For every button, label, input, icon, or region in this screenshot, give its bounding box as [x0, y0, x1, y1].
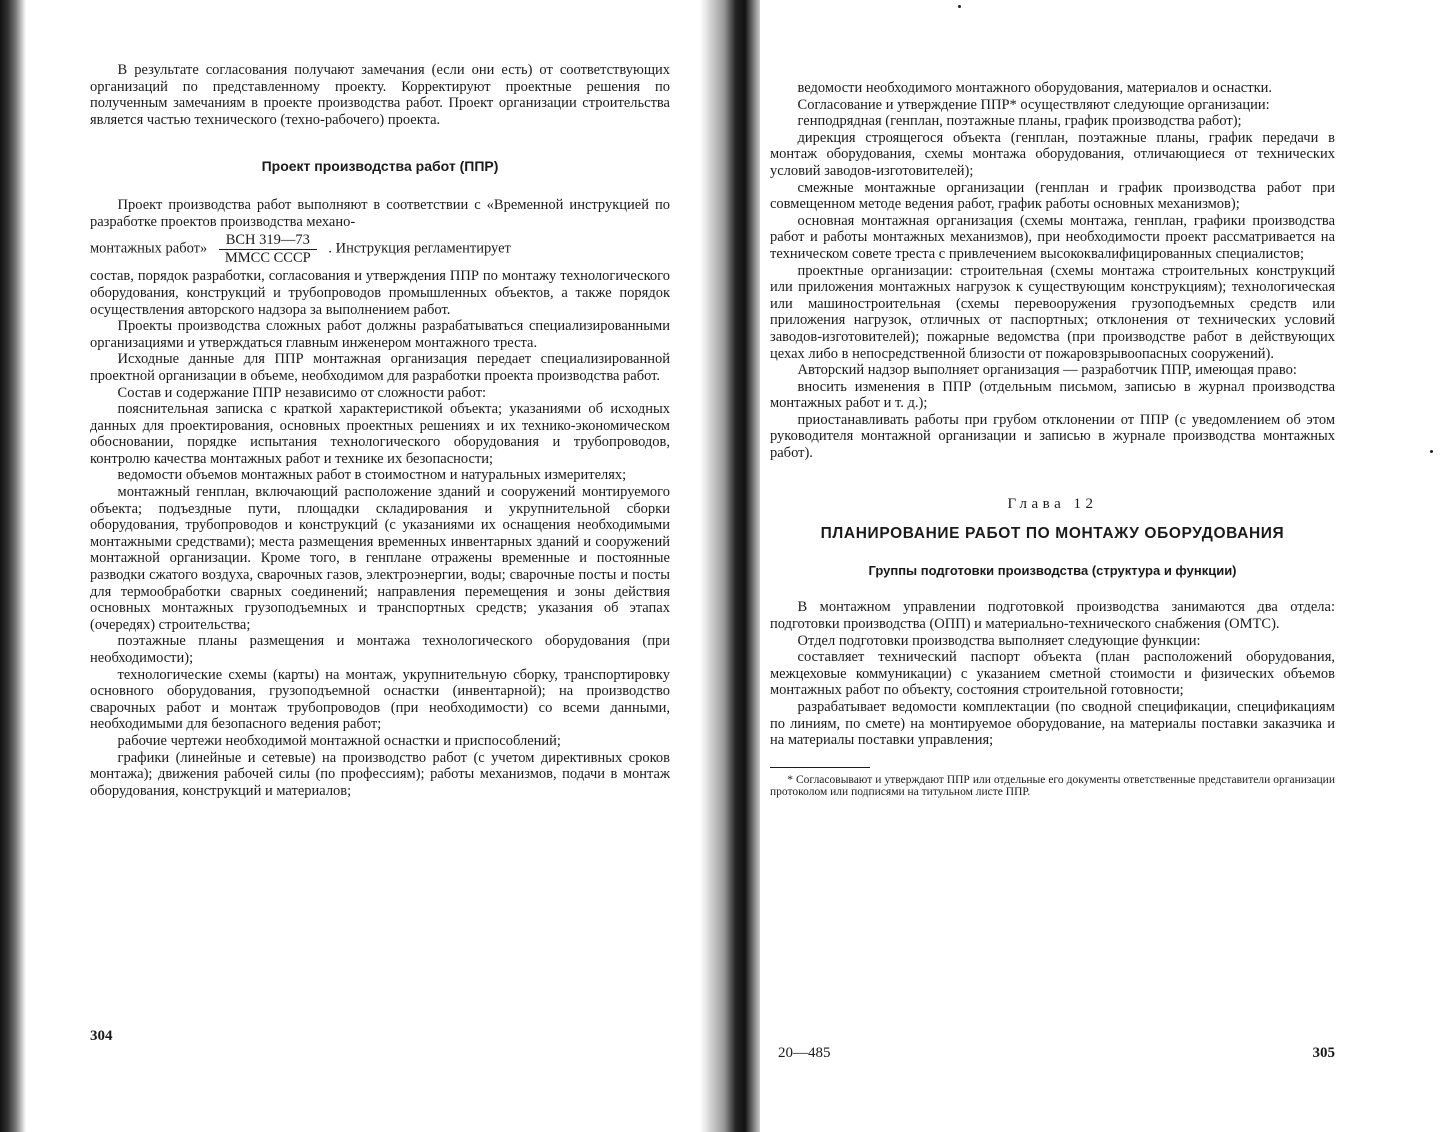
paragraph-departments: В монтажном управлении подготовкой производства занимаются два отдела: подготовки производства (ОПП) и материально-технического снабжения (ОМТС). — [770, 599, 1335, 633]
list-item-design-organizations: проектные организации: строительная (схемы монтажа строительных конструкций или приложения монтажных нагрузок к существующим конструкциям); технологическая или машиностроительная (схемы перевооружения грузоподъемных средств или приложения нагрузок, отличных от паспортных; отклонения от технических условий заводов-изготовителей); пожарные ведомства (при производстве работ в действующих цехах либо в непосредственной близости от пожаровзрывоопасных сооружений). — [770, 262, 1335, 362]
paragraph-functions-intro: Отдел подготовки производства выполняет следующие функции: — [797, 632, 1201, 649]
list-item-technological-schemes: технологические схемы (карты) на монтаж, укрупнительную сборку, транспортировку основного оборудования, грузоподъемной оснастки (инвентарной); на производство сварочных работ и монтаж трубопроводов (при необходимости) со всеми данными, необходимыми для безопасного ведения работ; — [90, 666, 670, 733]
frac-before-text: монтажных работ» — [90, 240, 208, 257]
ppr-paragraph-end: состав, порядок разработки, согласования и утверждения ППР по монтажу технологического оборудования, конструкций и трубопроводов промышленных объектов, а также порядок осуществления авторского надзора за выполнением работ. — [90, 268, 670, 318]
list-item-technical-passport: составляет технический паспорт объекта (план расположений оборудования, межцеховые коммуникации) с указанием сметной стоимости и физических объемов монтажных работ по объекту, состояния строительной готовности; — [770, 649, 1335, 699]
footnote-divider — [770, 767, 870, 768]
section-heading-ppr: Проект производства работ (ППР) — [261, 158, 499, 175]
fraction-denominator: ММСС СССР — [224, 249, 311, 266]
page-number-right: 305 — [1312, 1045, 1335, 1061]
paragraph-complex-works: Проекты производства сложных работ должны разрабатываться специализированными организациями и утверждаться главным инженером монтажного треста. — [90, 318, 670, 351]
list-item-main-organization: основная монтажная организация (схемы монтажа, генплан, графики производства работ и работы монтажных механизмов), при необходимости проект рассматривается на техническом совете треста с привлечением высококвалифицированных специалистов; — [770, 212, 1335, 262]
list-item-floor-plans: поэтажные планы размещения и монтажа технологического оборудования (при необходимости); — [90, 633, 670, 666]
list-item-general-contractor: генподрядная (генплан, поэтажные планы, график производства работ); — [797, 113, 1242, 130]
list-item-completion-statements: разрабатывает ведомости комплектации (по сводной спецификации, спецификациям по линиям, по смете) на монтируемое оборудование, на материалы поставки заказчика и на материалы поставки управления; — [770, 699, 1335, 749]
paragraph-approval-intro: Согласование и утверждение ППР* осуществляют следующие организации: — [797, 96, 1270, 113]
list-item-general-plan: монтажный генплан, включающий расположение зданий и сооружений монтируемого объекта; подъездные пути, площадки складирования и укрупнительной сборки оборудования, трубопроводов и конструкций (с указаниями их оснащения необходимыми монтажными средствами); места размещения временных инвентарных зданий и сооружений монтажной организации. Кроме того, в генплане отражены временные и постоянные разводки сжатого воздуха, сварочных газов, электроэнергии, воды; сварочные посты и посты для термообработки сварных соединений; направления перемещения и зоны действия основных монтажных грузоподъемных и транспортных средств; указания об этапах (очередях) строительства; — [90, 484, 670, 633]
list-item-explanatory-note: пояснительная записка с краткой характеристикой объекта; указаниями об исходных данных для проектирования, основных проектных решениях и их технико-экономическом обосновании, порядке испытания технологического оборудования и трубопроводов, контролю качества монтажных работ и технике их безопасности; — [90, 401, 670, 467]
chapter-title: ПЛАНИРОВАНИЕ РАБОТ ПО МОНТАЖУ ОБОРУДОВАНИЯ — [820, 525, 1285, 543]
chapter-number: Глава 12 — [1007, 495, 1098, 512]
right-page — [770, 0, 1335, 1132]
right-page-text — [770, 80, 1335, 799]
left-page — [90, 0, 670, 1132]
paragraph-source-data: Исходные данные для ППР монтажная организация передает специализированной проектной организации в объеме, необходимом для разработки проекта производства работ. — [90, 351, 670, 384]
intro-paragraph: В результате согласования получают замечания (если они есть) от соответствующих организаций по представленному проекту. Корректируют проектные решения по полученным замечаниям в проекте производства работ. Проект организации строительства является частью технического (техно-рабочего) проекта. — [90, 62, 670, 128]
list-item-suspend-works: приостанавливать работы при грубом отклонении от ППР (с уведомлением об этом руководителя монтажной организации и записью в журнале производства монтажных работ). — [770, 411, 1335, 462]
list-item-adjacent-organizations: смежные монтажные организации (генплан и график производства работ при совмещенном методе ведения работ, график работы основных механизмов); — [770, 179, 1335, 213]
footnote: * Согласовывают и утверждают ППР или отдельные его документы ответственные представители организации протоколом или подписями на титульном листе ППР. — [770, 773, 1335, 799]
instruction-reference-line — [90, 232, 670, 266]
scan-speck — [958, 5, 961, 8]
list-item-make-changes: вносить изменения в ППР (отдельным письмом, записью в журнал производства монтажных работ и т. д.); — [770, 378, 1335, 412]
paragraph-author-supervision: Авторский надзор выполняет организация — разработчик ППР, имеющая право: — [797, 362, 1297, 379]
printing-signature: 20—485 — [778, 1045, 831, 1061]
subsection-heading: Группы подготовки производства (структура и функции) — [868, 562, 1237, 578]
list-item-schedules: графики (линейные и сетевые) на производство работ (с учетом директивных сроков монтажа); движения рабочей силы (по профессиям); работы механизмов, подачи в монтаж оборудования, конструкций и материалов; — [90, 749, 670, 799]
paragraph-equipment-statements: ведомости необходимого монтажного оборудования, материалов и оснастки. — [797, 80, 1272, 96]
left-page-text — [90, 62, 670, 799]
frac-after-text: . Инструкция регламентирует — [328, 240, 511, 257]
list-item-working-drawings: рабочие чертежи необходимой монтажной оснастки и приспособлений; — [117, 732, 561, 749]
fraction-numerator: ВСН 319—73 — [219, 232, 317, 250]
standard-fraction — [219, 232, 317, 266]
page-number-left: 304 — [90, 1028, 113, 1044]
left-binding-shadow — [0, 0, 26, 1132]
list-item-directorate: дирекция строящегося объекта (генплан, поэтажные планы, график передачи в монтаж оборудования, схемы монтажа оборудования, отличающиеся от технических условий заводов-изготовителей); — [770, 129, 1335, 179]
ppr-paragraph-start: Проект производства работ выполняют в соответствии с «Временной инструкцией по разработке проектов производства механо- — [90, 196, 670, 230]
center-gutter-shadow — [700, 0, 760, 1132]
scan-speck — [1430, 450, 1433, 453]
list-item-volume-statements: ведомости объемов монтажных работ в стоимостном и натуральных измерителях; — [117, 467, 627, 484]
paragraph-composition: Состав и содержание ППР независимо от сложности работ: — [117, 384, 487, 401]
